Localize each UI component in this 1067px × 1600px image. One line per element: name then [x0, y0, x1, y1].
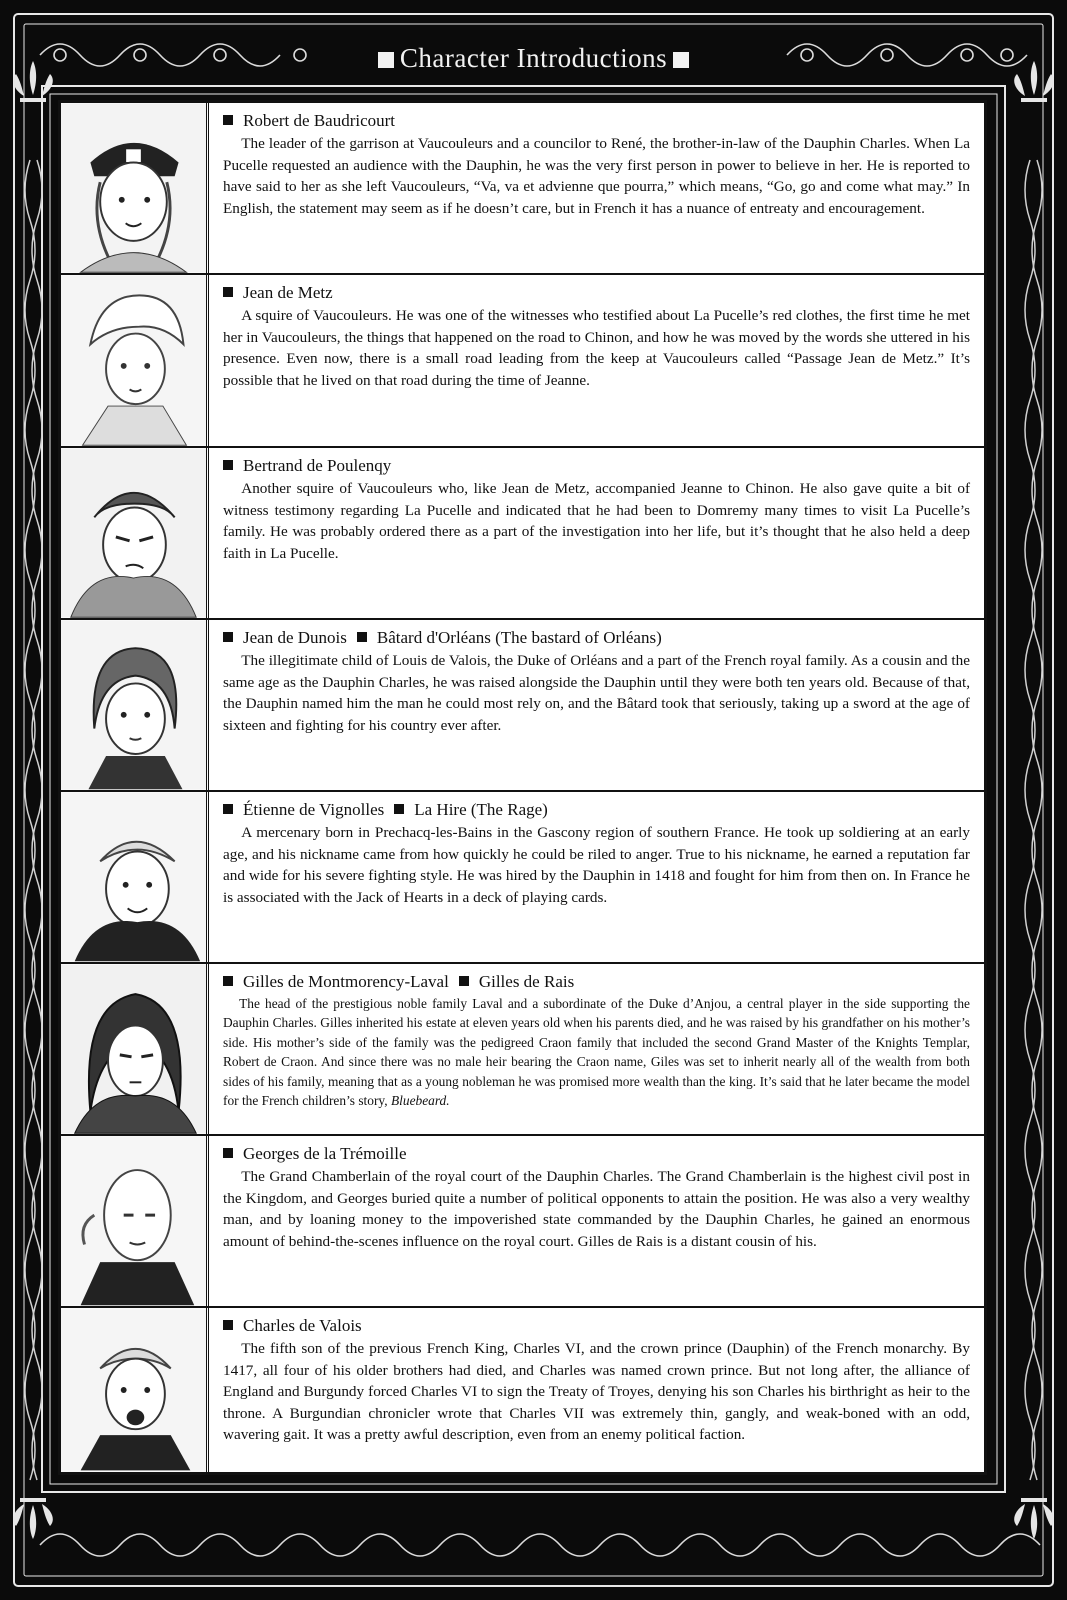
story-title: Bluebeard.	[390, 1093, 450, 1109]
character-name-line	[223, 628, 970, 648]
character-name-line	[223, 283, 970, 303]
character-entry-dunois	[61, 620, 984, 792]
description-text: The head of the prestigious noble family Laval and a subordinate of the Duke d’Anjou, a central player in the side supporting the Dauphin Charles. Gilles inherited his estate at eleven years old when his parents died, and he was raised by his grandfather on his mother’s side. His mother’s side of the family was the pedigreed Craon family that included the second Grand Master of the Knights Templar, Robert de Craon. And since there was no male heir bearing the Craon name, Giles was set to inherit nearly all of the wealth from both sides of his family, meaning that as a young nobleman he was promised more wealth than the king. It’s said that he later became the model for the French children’s story,	[223, 996, 970, 1109]
square-bullet-icon	[378, 52, 394, 68]
entry-text	[209, 964, 984, 1134]
character-entry-gilles	[61, 964, 984, 1136]
portrait-image	[61, 1308, 206, 1472]
entry-text	[209, 103, 984, 273]
square-bullet-icon	[673, 52, 689, 68]
portrait-charles	[61, 1308, 209, 1472]
character-name: Georges de la Trémoille	[243, 1144, 407, 1163]
portrait-dunois	[61, 620, 209, 790]
square-bullet-icon	[223, 1320, 233, 1330]
character-entry-poulengy	[61, 448, 984, 620]
entry-text	[209, 1308, 984, 1472]
character-subtitle: Gilles de Rais	[478, 972, 575, 991]
page-title: Character Introductions	[399, 42, 668, 73]
entry-text	[209, 1136, 984, 1306]
square-bullet-icon	[223, 1148, 233, 1158]
character-name: Jean de Dunois	[243, 628, 347, 647]
entry-text	[209, 448, 984, 618]
square-bullet-icon	[223, 632, 233, 642]
character-description: Another squire of Vaucouleurs who, like Jean de Metz, accompanied Jeanne to Chinon. He also gave quite a bit of witness testimony regarding La Pucelle and indicated that he had been to Domremy many times to visit La Pucelle’s family. He was probably ordered there as a part of the investigation into her life, but it’s thought that he also held a deep faith in La Pucelle.	[223, 480, 970, 562]
portrait-image	[61, 620, 206, 790]
character-name-line	[223, 800, 970, 820]
character-name: Jean de Metz	[243, 283, 333, 302]
character-name-line	[223, 456, 970, 476]
character-entry-metz	[61, 275, 984, 448]
character-subtitle: Bâtard d'Orléans (The bastard of Orléans)	[376, 628, 662, 647]
character-entry-tremoille	[61, 1136, 984, 1308]
character-name: Étienne de Vignolles	[243, 800, 385, 819]
portrait-image	[61, 964, 206, 1134]
character-description: The Grand Chamberlain of the royal court of the Dauphin Charles. The Grand Chamberlain is the highest civil post in the Kingdom, and Georges buried quite a number of political opponents to attain the position. He was also a very wealthy man, and by loaning money to the impoverished state commanded by the Dauphin Charles, he gained an enormous amount of behind-the-scenes influence on the royal court. Gilles de Rais is a distant cousin of his.	[223, 1168, 970, 1250]
square-bullet-icon	[394, 804, 404, 814]
character-name: Gilles de Montmorency-Laval	[243, 972, 449, 991]
square-bullet-icon	[223, 460, 233, 470]
character-description: A mercenary born in Prechacq-les-Bains in the Gascony region of southern France. He took up soldiering at an early age, and his nickname came from how quickly he could be riled to anger. True to his nickname, he earned a reputation far and wide for his severe fighting style. He was hired by the Dauphin in 1418 and fought for him from then on. In France he is associated with the Jack of Hearts in a deck of playing cards.	[223, 824, 970, 906]
character-description: The leader of the garrison at Vaucouleurs and a councilor to René, the brother-in-law of the Dauphin Charles. When La Pucelle requested an audience with the Dauphin, he was the very first person in power to believe in her. He is reported to have said to her as she left Vaucouleurs, “Va, va et advienne que pourra,” which means, “Go, go and come what may.” In English, the statement may seem as if he doesn’t care, but in French it has a nuance of entreaty and encouragement.	[223, 135, 970, 217]
character-entry-charles	[61, 1308, 984, 1472]
square-bullet-icon	[223, 115, 233, 125]
entry-text	[209, 792, 984, 962]
character-name-line	[223, 1144, 970, 1164]
character-description	[223, 994, 970, 1110]
character-name: Bertrand de Poulenqy	[243, 456, 392, 475]
portrait-lahire	[61, 792, 209, 962]
character-name: Charles de Valois	[243, 1316, 362, 1335]
square-bullet-icon	[357, 632, 367, 642]
character-description: The fifth son of the previous French King, Charles VI, and the crown prince (Dauphin) of the French monarchy. By 1417, all four of his older brothers had died, and Charles was named crown prince. But not long after, the alliance of England and Burgundy forced Charles VI to sign the Treaty of Troyes, denying his son Charles his birthright as heir to the throne. A Burgundian chronicler wrote that Charles VII was extremely thin, gangly, and weak-boned with an odd, wavering gait. It was a pretty awful description, even from an enemy political faction.	[223, 1340, 970, 1444]
square-bullet-icon	[223, 804, 233, 814]
character-description: The illegitimate child of Louis de Valois, the Duke of Orléans and a part of the French royal family. As a cousin and the same age as the Dauphin Charles, he was raised alongside the Dauphin until they were both ten years old. Because of that, the Dauphin named him the man he could most rely on, and the Bâtard took that seriously, taking up a sword at the age of sixteen and fighting for his country ever after.	[223, 652, 970, 734]
portrait-poulengy	[61, 448, 209, 618]
portrait-image	[61, 792, 206, 962]
portrait-image	[61, 1136, 206, 1306]
character-name-line	[223, 1316, 970, 1336]
character-entry-lahire	[61, 792, 984, 964]
portrait-tremoille	[61, 1136, 209, 1306]
character-name: Robert de Baudricourt	[243, 111, 396, 130]
portrait-gilles	[61, 964, 209, 1134]
portrait-image	[61, 275, 206, 446]
page-header	[0, 28, 1067, 88]
portrait-metz	[61, 275, 209, 446]
entry-text	[209, 620, 984, 790]
character-entry-baudricourt	[61, 103, 984, 275]
portrait-image	[61, 103, 206, 273]
character-name-line	[223, 111, 970, 131]
portrait-image	[61, 448, 206, 618]
square-bullet-icon	[223, 287, 233, 297]
character-description: A squire of Vaucouleurs. He was one of the witnesses who testified about La Pucelle’s red clothes, the first time he met her in Vaucouleurs, the things that happened on the road to Chinon, and how he was moved by the words she uttered in his presence. Even now, there is a small road leading from the keep at Vaucouleurs called “Passage Jean de Metz.” It’s possible that he lived on that road during the time of Jeanne.	[223, 307, 970, 389]
character-subtitle: La Hire (The Rage)	[414, 800, 548, 819]
character-name-line	[223, 972, 970, 992]
header-title-wrap	[364, 43, 703, 74]
portrait-baudricourt	[61, 103, 209, 273]
square-bullet-icon	[459, 976, 469, 986]
character-list	[58, 100, 987, 1475]
entry-text	[209, 275, 984, 446]
square-bullet-icon	[223, 976, 233, 986]
